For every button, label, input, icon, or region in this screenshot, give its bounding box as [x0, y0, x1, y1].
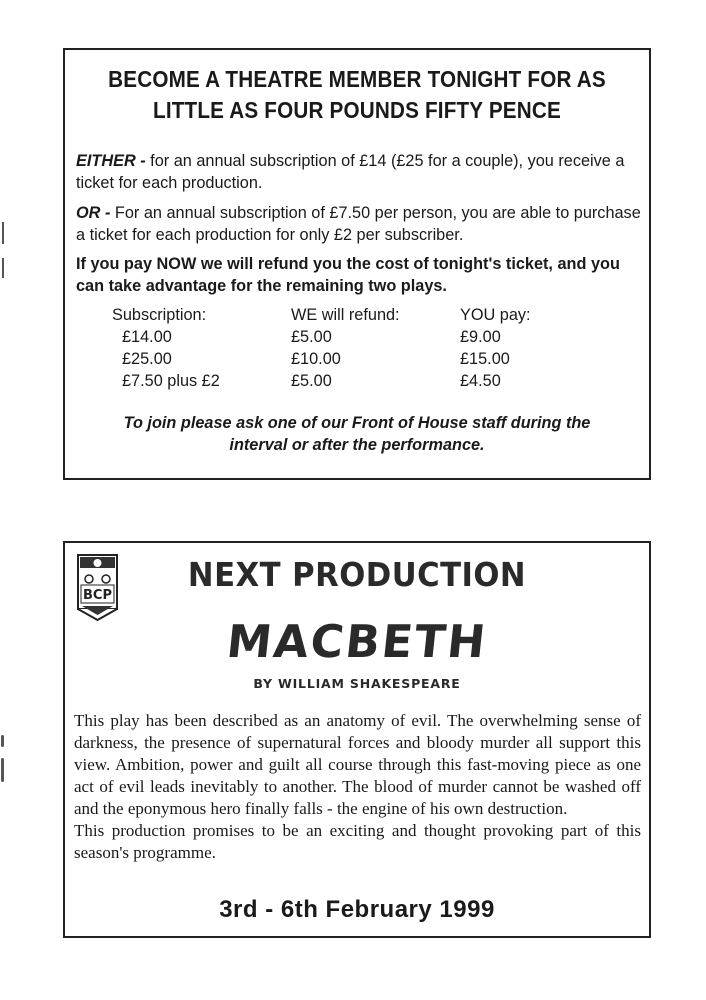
or-label: OR -	[76, 204, 111, 222]
table-cell: £7.50 plus £2	[122, 372, 220, 390]
either-text: for an annual subscription of £14 (£25 for a couple), you receive a ticket for each production.	[76, 152, 625, 192]
next-production-panel	[63, 541, 651, 938]
play-title: MACBETH	[224, 615, 490, 668]
table-header: YOU pay:	[460, 306, 531, 324]
membership-panel	[63, 48, 651, 480]
description-paragraph: This play has been described as an anatomy of evil. The overwhelming sense of darkness, the presence of supernatural forces and bloody murder all support this view. Ambition, power and guilt all course through this fast-moving piece as one act of evil leads inevitably to another. The blood of murder cannot be washed off and the eponymous hero finally falls - the engine of his own destruction.	[74, 711, 641, 818]
table-cell: £15.00	[460, 350, 510, 368]
table-cell: £4.50	[460, 372, 501, 390]
table-header: WE will refund:	[291, 306, 400, 324]
scan-edge-mark	[2, 258, 4, 278]
table-cell: £5.00	[291, 372, 332, 390]
next-production-heading: NEXT PRODUCTION	[187, 555, 527, 594]
play-description	[74, 710, 641, 864]
join-line: interval or after the performance.	[229, 436, 485, 454]
or-text: For an annual subscription of £7.50 per person, you are able to purchase a ticket for each production for only £2 per subscriber.	[76, 204, 641, 244]
either-paragraph	[76, 150, 641, 194]
table-cell: £10.00	[291, 350, 341, 368]
membership-title-line: LITTLE AS FOUR POUNDS FIFTY PENCE	[153, 97, 561, 123]
description-paragraph: This production promises to be an exciting and thought provoking part of this season's programme.	[74, 821, 641, 862]
scan-edge-mark	[1, 758, 4, 782]
table-cell: £9.00	[460, 328, 501, 346]
performance-dates: 3rd - 6th February 1999	[219, 896, 495, 923]
scan-edge-mark	[1, 735, 4, 747]
join-line: To join please ask one of our Front of House staff during the	[123, 414, 591, 432]
you-pay-column	[460, 304, 531, 392]
table-header: Subscription:	[112, 306, 207, 324]
membership-title	[100, 64, 614, 126]
table-cell: £25.00	[122, 350, 172, 368]
scan-edge-mark	[2, 222, 4, 244]
join-instructions	[65, 412, 649, 456]
refund-column	[291, 304, 400, 392]
table-cell: £14.00	[122, 328, 172, 346]
refund-paragraph: If you pay NOW we will refund you the cost of tonight's ticket, and you can take advantage for the remaining two plays.	[76, 255, 620, 295]
either-label: EITHER -	[76, 152, 146, 170]
membership-title-line: BECOME A THEATRE MEMBER TONIGHT FOR AS	[108, 66, 606, 92]
svg-text:BCP: BCP	[83, 588, 112, 603]
play-author: BY WILLIAM SHAKESPEARE	[253, 676, 461, 691]
subscription-column	[112, 304, 220, 392]
or-paragraph	[76, 202, 641, 246]
table-cell: £5.00	[291, 328, 332, 346]
